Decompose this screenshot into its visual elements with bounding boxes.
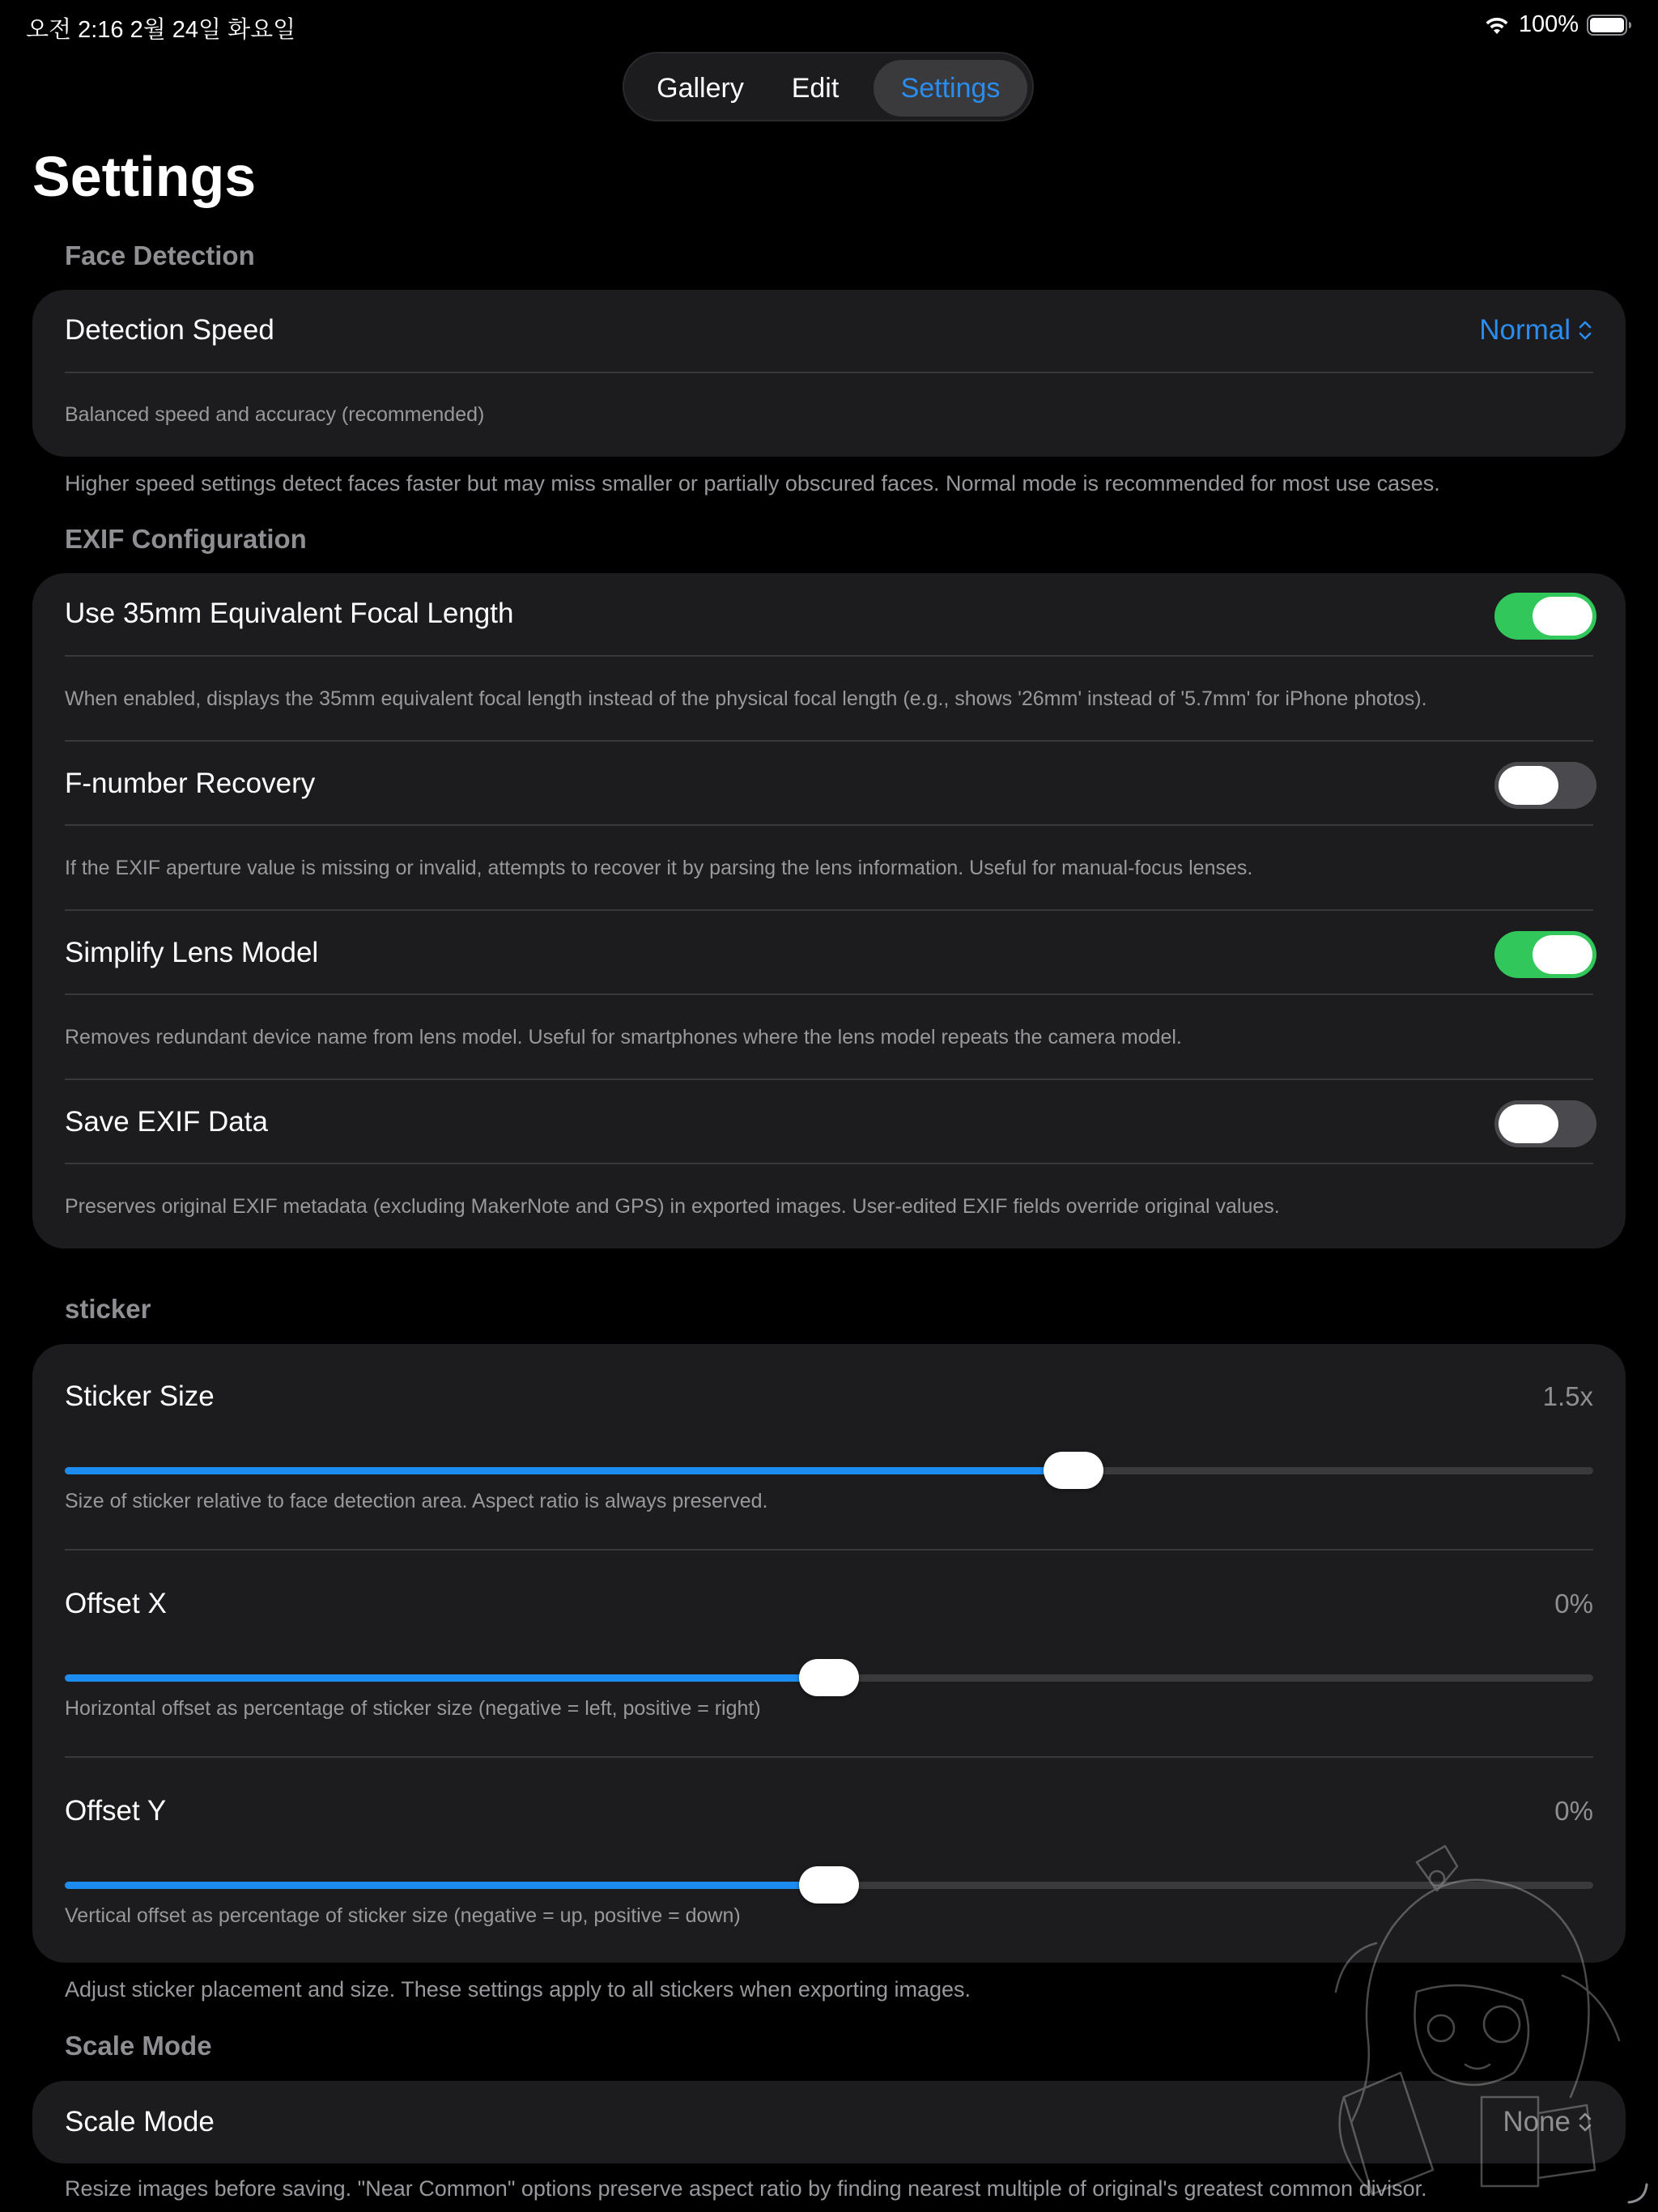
section-header-scale-mode: Scale Mode (65, 2031, 212, 2061)
tab-settings[interactable]: Settings (874, 60, 1027, 117)
exif-item-simplify-lens-description: Removes redundant device name from lens model. Useful for smartphones where the lens model repeats the camera model. (65, 1026, 1182, 1049)
offset-x-value: 0% (1554, 1589, 1593, 1619)
detection-speed-value: Normal (1479, 314, 1571, 346)
tab-gallery[interactable]: Gallery (657, 73, 744, 104)
offset-x-description: Horizontal offset as percentage of sticker size (negative = left, positive = right) (65, 1697, 761, 1720)
sticker-footer: Adjust sticker placement and size. These settings apply to all stickers when exporting images. (65, 1977, 971, 2001)
toggle-knob (1499, 766, 1558, 805)
divider (65, 1163, 1593, 1164)
slider-fill (65, 1674, 829, 1682)
offset-y-description: Vertical offset as percentage of sticker size (negative = up, positive = down) (65, 1904, 741, 1927)
divider (65, 1756, 1593, 1758)
exif-item-focal-length-description: When enabled, displays the 35mm equivalent focal length instead of the physical focal length (e.g., shows '26mm' instead of '5.7mm' for iPhone photos). (65, 687, 1427, 710)
offset-y-value: 0% (1554, 1796, 1593, 1826)
page-title: Settings (32, 145, 257, 208)
detection-speed-description: Balanced speed and accuracy (recommended) (65, 403, 485, 426)
status-time-date: 오전 2:16 2월 24일 화요일 (26, 17, 296, 43)
slider-thumb[interactable] (799, 1866, 859, 1904)
slider-thumb[interactable] (799, 1659, 859, 1696)
sticker-watermark (1295, 1830, 1635, 2202)
scale-mode-footer: Resize images before saving. "Near Common" options preserve aspect ratio by finding nearest multiple of original's greatest common divisor. (65, 2176, 1427, 2201)
section-header-exif: EXIF Configuration (65, 524, 307, 554)
exif-item-focal-length-label: Use 35mm Equivalent Focal Length (65, 598, 514, 629)
sticker-size-value: 1.5x (1542, 1381, 1593, 1411)
divider (65, 1549, 1593, 1551)
exif-item-save-exif-description: Preserves original EXIF metadata (excluding MakerNote and GPS) in exported images. User-edited EXIF fields override original values. (65, 1195, 1280, 1218)
slider-fill (65, 1467, 1073, 1474)
battery-icon (1587, 15, 1632, 36)
divider (65, 655, 1593, 657)
chevron-updown-icon (1577, 318, 1593, 342)
offset-x-label: Offset X (65, 1588, 167, 1619)
simplify-lens-toggle[interactable] (1494, 931, 1596, 978)
toggle-knob (1499, 1104, 1558, 1143)
section-header-face-detection: Face Detection (65, 240, 255, 270)
section-header-sticker: sticker (65, 1294, 151, 1324)
resize-handle-icon[interactable] (1626, 2181, 1650, 2206)
battery-percent: 100% (1518, 11, 1579, 37)
focal-length-toggle[interactable] (1494, 593, 1596, 640)
toggle-knob (1533, 597, 1592, 636)
exif-item-fnumber-label: F-number Recovery (65, 768, 316, 799)
wifi-icon (1483, 15, 1511, 36)
sticker-size-slider[interactable] (65, 1450, 1593, 1491)
divider (65, 740, 1593, 742)
exif-item-fnumber-description: If the EXIF aperture value is missing or invalid, attempts to recover it by parsing the lens information. Useful for manual-focus lenses. (65, 857, 1253, 879)
exif-card (32, 573, 1626, 1249)
sticker-size-description: Size of sticker relative to face detection area. Aspect ratio is always preserved. (65, 1490, 768, 1512)
exif-item-simplify-lens-label: Simplify Lens Model (65, 937, 319, 968)
slider-thumb[interactable] (1044, 1452, 1103, 1489)
offset-y-label: Offset Y (65, 1795, 167, 1827)
divider (65, 372, 1593, 373)
detection-speed-picker[interactable] (1479, 314, 1593, 347)
toggle-knob (1533, 935, 1592, 974)
sticker-size-label: Sticker Size (65, 1380, 215, 1412)
slider-fill (65, 1882, 829, 1889)
fnumber-recovery-toggle[interactable] (1494, 762, 1596, 809)
scale-mode-value: None (1503, 2106, 1571, 2138)
face-detection-footer: Higher speed settings detect faces faster but may miss smaller or partially obscured faces. Normal mode is recommended for most use cases. (65, 471, 1440, 496)
offset-x-slider[interactable] (65, 1657, 1593, 1698)
save-exif-toggle[interactable] (1494, 1100, 1596, 1147)
status-right (1483, 11, 1632, 38)
divider (65, 909, 1593, 911)
divider (65, 993, 1593, 995)
tab-bar (623, 52, 1034, 121)
detection-speed-label: Detection Speed (65, 314, 274, 346)
tab-edit[interactable]: Edit (791, 73, 840, 104)
divider (65, 1078, 1593, 1080)
scale-mode-label: Scale Mode (65, 2106, 215, 2138)
face-detection-card (32, 290, 1626, 457)
divider (65, 824, 1593, 826)
exif-item-save-exif-label: Save EXIF Data (65, 1106, 268, 1138)
